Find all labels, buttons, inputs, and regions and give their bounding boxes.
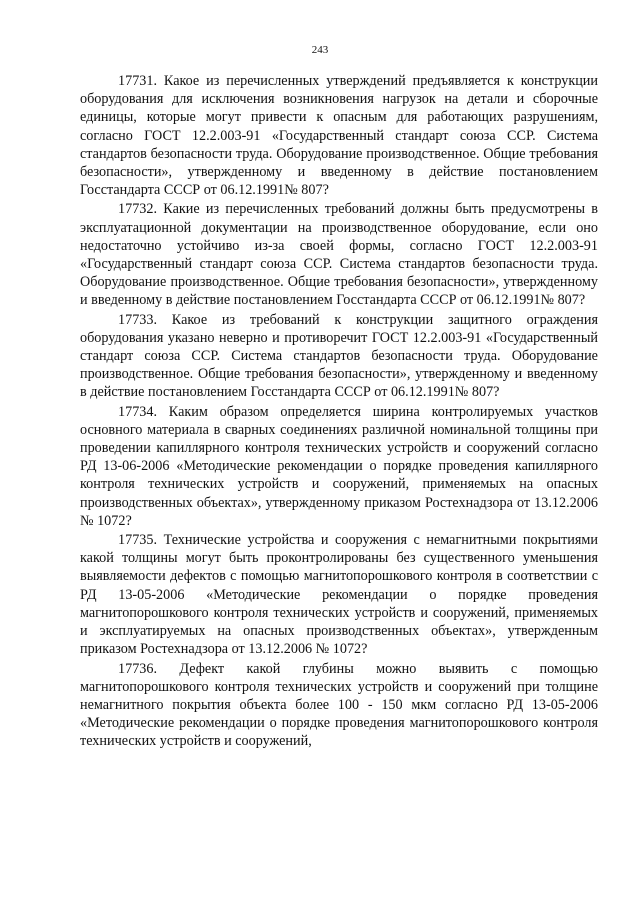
question-17732: 17732. Какие из перечисленных требований должны быть предусмотрены в эксплуатационной документации на производственное оборудование, если оно недостаточно устойчиво из-за своей формы, согласно ГОСТ 12.2.003-91 «Государственный стандарт союза ССР. Система стандартов безопасности труда. Оборудование производственное. Общие требования безопасности», утвержденному и введенному в действие постановлением Госстандарта СССР от 06.12.1991№ 807? bbox=[80, 201, 598, 309]
question-17736: 17736. Дефект какой глубины можно выявить с помощью магнитопорошкового контроля технических устройств и сооружений при толщине немагнитного покрытия объекта более 100 - 150 мкм согласно РД 13-05-2006 «Методические рекомендации о порядке проведения магнитопорошкового контроля технических устройств и сооружений, bbox=[80, 660, 598, 750]
question-17733: 17733. Какое из требований к конструкции защитного ограждения оборудования указано неверно и противоречит ГОСТ 12.2.003-91 «Государственный стандарт союза ССР. Система стандартов безопасности труда. Оборудование производственное. Общие требования безопасности», утвержденному и введенному в действие постановлением Госстандарта СССР от 06.12.1991№ 807? bbox=[80, 311, 598, 401]
page-body bbox=[80, 72, 598, 751]
question-17735: 17735. Технические устройства и сооружения с немагнитными покрытиями какой толщины могут быть проконтролированы без существенного уменьшения выявляемости дефектов с помощью магнитопорошкового контроля в соответствии с РД 13-05-2006 «Методические рекомендации о порядке проведения магнитопорошкового контроля технических устройств и сооружений, применяемых и эксплуатируемых на опасных производственных объектах», утвержденным приказом Ростехнадзора от 13.12.2006 № 1072? bbox=[80, 532, 598, 658]
question-17734: 17734. Каким образом определяется ширина контролируемых участков основного материала в сварных соединениях различной номинальной толщины при проведении капиллярного контроля технических устройств и сооружений согласно РД 13-06-2006 «Методические рекомендации о порядке проведения капиллярного контроля технических устройств и сооружений, применяемых на опасных производственных объектах», утвержденному приказом Ростехнадзора от 13.12.2006 № 1072? bbox=[80, 403, 598, 529]
page-number: 243 bbox=[311, 44, 329, 56]
question-17731: 17731. Какое из перечисленных утверждений предъявляется к конструкции оборудования для исключения возникновения нагрузок на детали и сборочные единицы, которые могут привести к опасным для работающих разрушениям, согласно ГОСТ 12.2.003-91 «Государственный стандарт союза ССР. Система стандартов безопасности труда. Оборудование производственное. Общие требования безопасности», утвержденному и введенному в действие постановлением Госстандарта СССР от 06.12.1991№ 807? bbox=[80, 73, 598, 199]
